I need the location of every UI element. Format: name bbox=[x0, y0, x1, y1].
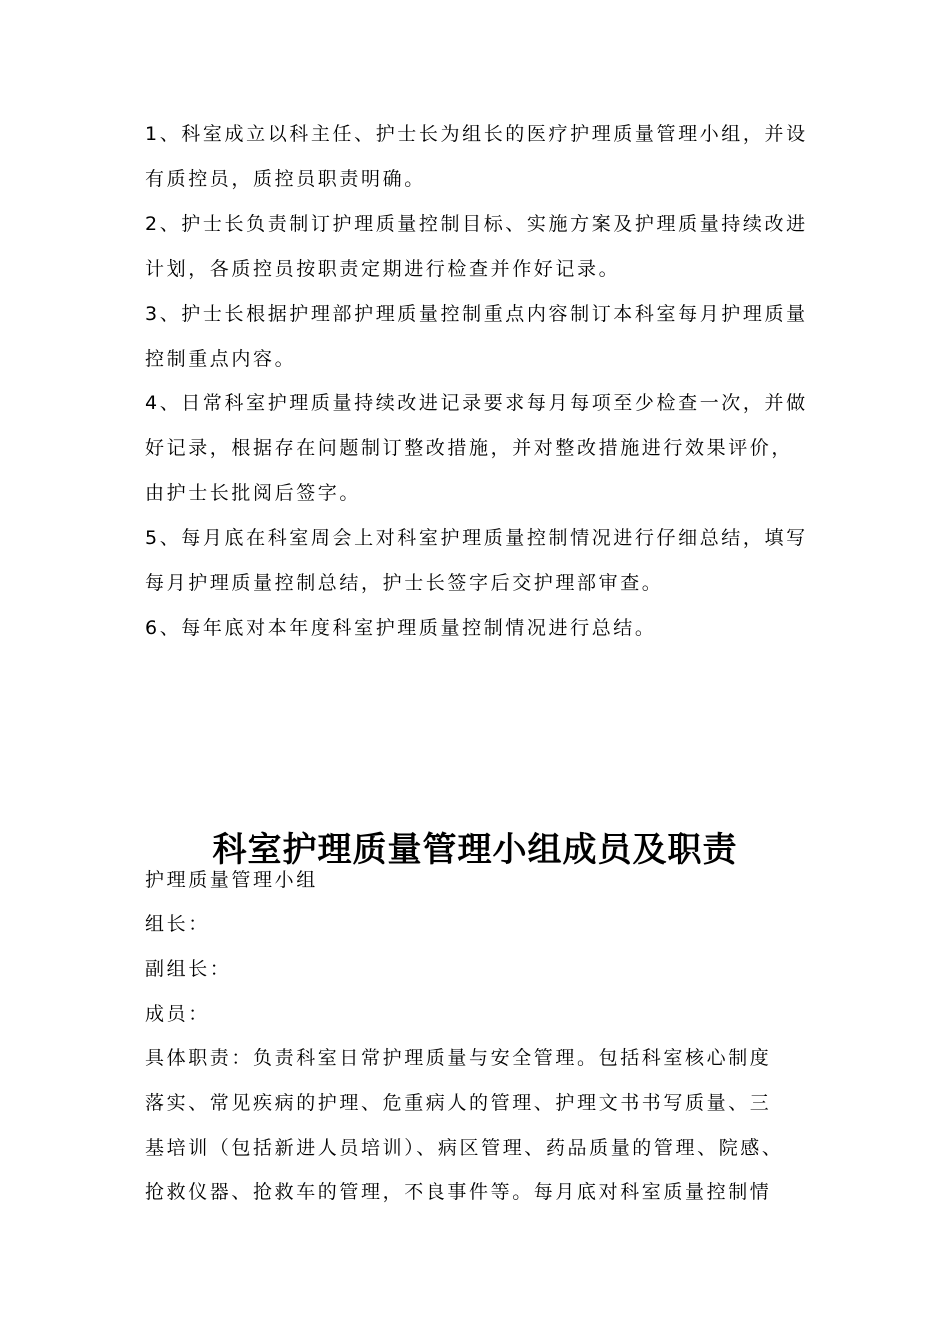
section-title: 科室护理质量管理小组成员及职责 bbox=[212, 830, 738, 870]
rule-item-5: 5、每月底在科室周会上对科室护理质量控制情况进行仔细总结，填写每月护理质量控制总结，护士长签字后交护理部审查。 bbox=[145, 527, 808, 594]
deputy-leader-label: 副组长： bbox=[145, 958, 232, 980]
rule-item-2: 2、护士长负责制订护理质量控制目标、实施方案及护理质量持续改进计划，各质控员按职责定期进行检查并作好记录。 bbox=[145, 213, 808, 280]
rule-item-1: 1、科室成立以科主任、护士长为组长的医疗护理质量管理小组，并设有质控员，质控员职责明确。 bbox=[145, 123, 808, 190]
duties-line-2: 落实、常见疾病的护理、危重病人的管理、护理文书书写质量、三 bbox=[145, 1092, 772, 1114]
rule-item-3: 3、护士长根据护理部护理质量控制重点内容制订本科室每月护理质量控制重点内容。 bbox=[145, 303, 808, 370]
leader-label: 组长： bbox=[145, 913, 210, 935]
group-name: 护理质量管理小组 bbox=[145, 869, 318, 891]
duties-line-1: 具体职责：负责科室日常护理质量与安全管理。包括科室核心制度 bbox=[145, 1047, 772, 1069]
duties-line-4: 抢救仪器、抢救车的管理，不良事件等。每月底对科室质量控制情 bbox=[145, 1181, 772, 1203]
members-label: 成员： bbox=[145, 1003, 210, 1025]
rule-item-4: 4、日常科室护理质量持续改进记录要求每月每项至少检查一次，并做好记录，根据存在问题制订整改措施，并对整改措施进行效果评价，由护士长批阅后签字。 bbox=[145, 392, 808, 504]
duties-line-3: 基培训（包括新进人员培训）、病区管理、药品质量的管理、院感、 bbox=[145, 1137, 784, 1159]
rule-item-6: 6、每年底对本年度科室护理质量控制情况进行总结。 bbox=[145, 617, 657, 639]
